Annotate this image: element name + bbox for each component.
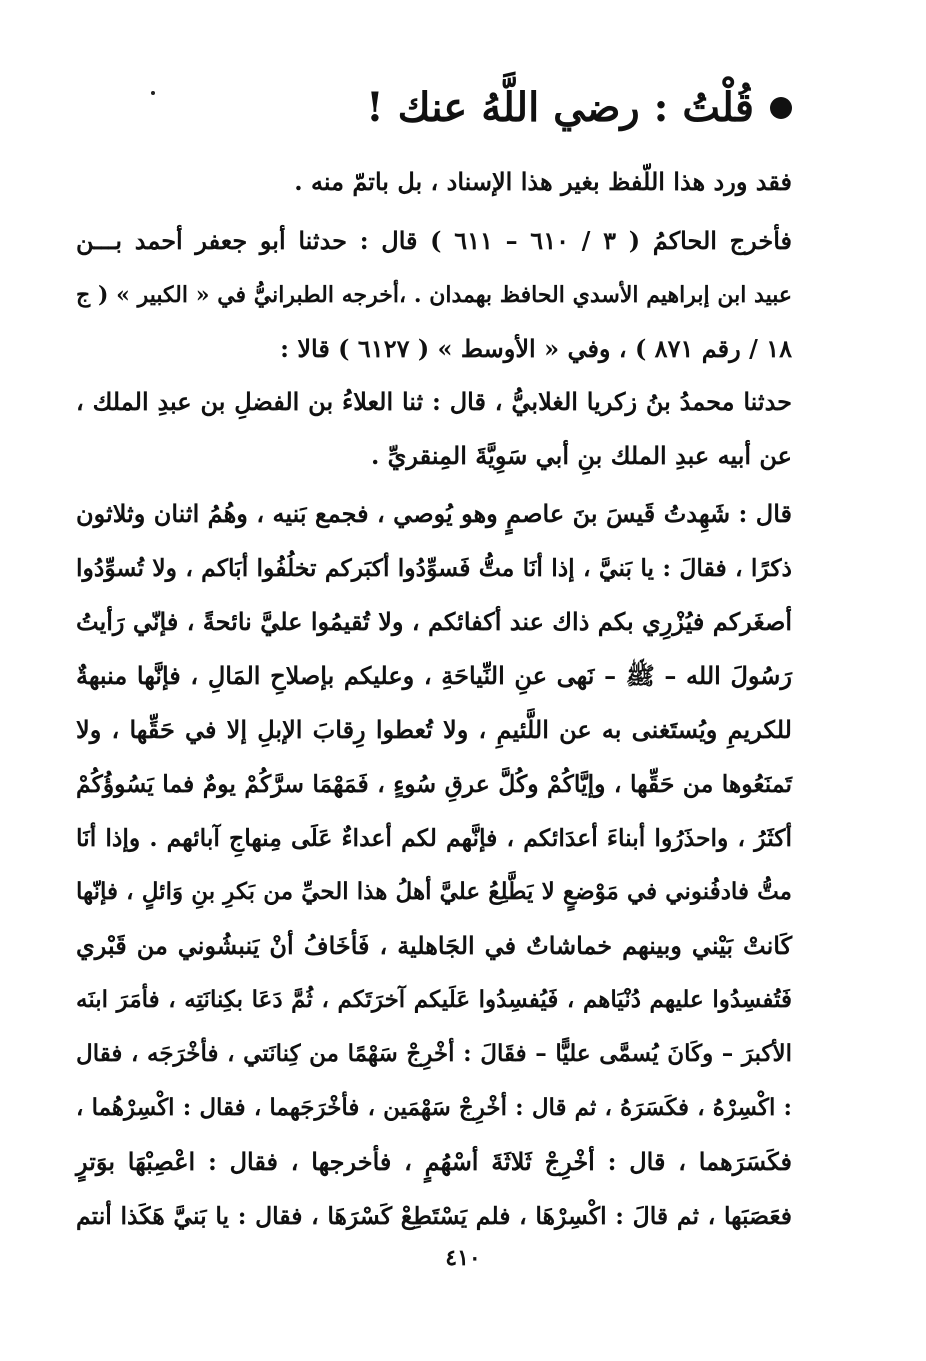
- text-line: فعَصَبَها ، ثم قالَ : اكْسِرْهَا ، فلم يَسْتَطِعْ كَسْرَهَا ، فقال : يا بَنيَّ هَكَذا أنتم: [76, 1202, 792, 1230]
- paragraph-narration: [76, 487, 792, 1243]
- section-heading: [366, 78, 792, 138]
- text-line: حدثنا محمدُ بنُ زكريا الغلابيُّ ، قال : ثنا العلاءُ بن الفضلِ بن عبدِ الملك ،: [76, 387, 793, 416]
- text-line: عن أبيه عبدِ الملك بنِ أبي سَوِيَّةَ المِنقريِّ .: [370, 441, 792, 470]
- heading-text: قُلْتُ : رضي اللَّهُ عنك !: [366, 84, 754, 131]
- text-line: فقد ورد هذا اللّفظ بغير هذا الإسناد ، بل باتمّ منه .: [294, 167, 792, 196]
- paragraph-intro: [76, 155, 792, 209]
- text-line: ذكرًا ، فقالَ : يا بَنيَّ ، إذا أنَا متُّ فَسوِّدُوا أكبَركم تخلُفُوا أبَاكم ، ولا تُسوِّدُوا: [76, 554, 792, 582]
- text-line: عبيد ابن إبراهيم الأسدي الحافظ بهمدان . ،أخرجه الطبرانيُّ في « الكبير » ( ج: [76, 282, 792, 308]
- text-line: فَتُفسِدُوا عليهم دُنْيَاهم ، فَيُفسِدُوا عَلَيكم آخرَتَكم ، ثُمَّ دَعَا بكِنانَتِه ، فأمَرَ ابنَه: [76, 986, 792, 1013]
- text-line: تَمنَعُوها من حَقِّها ، وإيَّاكُمْ وكُلَّ عرقِ سُوءٍ ، فَمَهْمَا سرَّكُمْ يومٌ فما يَسُوؤُكُمْ: [76, 770, 792, 798]
- bullet-icon: [770, 97, 792, 119]
- text-line: فأخرج الحاكمُ ( ٣ / ٦١٠ – ٦١١ ) قال : حدثنا أبو جعفر أحمد بـــن: [76, 226, 792, 255]
- ink-speck: [151, 91, 155, 95]
- text-line: قال : شَهِدتُ قَيسَ بنَ عاصمٍ وهو يُوصي ، فجمع بَنيه ، وهُمُ اثنان وثلاثون: [76, 499, 792, 528]
- text-line: أكثَرُ ، واحذَرُوا أبناءَ أعدَائكم ، فإنَّهم لكم أعداءٌ عَلَى مِنهاجِ آبائهم . وإذا أنَا: [76, 824, 792, 852]
- paragraph-citation: [76, 214, 792, 376]
- paragraph-isnad: [76, 375, 792, 483]
- text-line: رَسُولَ الله – ﷺ – نَهى عنِ النِّياحَةِ ، وعليكم بإصلاحِ المَالِ ، فإنَّها منبهةٌ: [76, 661, 792, 690]
- text-line: متُّ فادفُنوني في مَوْضعٍ لا يَطَّلِعُ عليَّ أهلُ هذا الحيِّ من بَكرِ بنِ وَائلٍ ، فإنّها: [76, 878, 792, 905]
- text-line: فكَسَرَهما ، قال : أخْرِجْ ثَلاثَةَ أسْهُمٍ ، فأخرجها ، فقال : اعْصِبْهَا بوَترٍ: [76, 1147, 792, 1176]
- text-line: : اكْسِرْهُ ، فكَسَرَهُ ، ثم قال : أخْرِجْ سَهْمَين ، فأخْرَجَهما ، فقال : اكْسِرْهُما ،: [76, 1094, 792, 1121]
- text-line: كَانتْ بَيْني وبينهم خماشاتٌ في الجَاهلية ، فَأخَافُ أنْ يَنبشُوني من قَبْري: [76, 931, 792, 960]
- text-line: أصغَركم فيُزْرِي بكم ذاك عند أكفائكم ، ولا تُقيمُوا عليَّ نائحةً ، فإنّي رَأيتُ: [76, 607, 792, 636]
- page-number: ٤١٠: [445, 1245, 481, 1271]
- text-line: ١٨ / رقم ٨٧١ ) ، وفي « الأوسط » ( ٦١٢٧ ) قالا :: [280, 334, 792, 363]
- text-line: الأكبرَ – وكَانَ يُسمَّى عليًّا – فقَالَ : أخْرِجْ سَهْمًا من كِنانَتي ، فأخْرَجَه ، فقال: [76, 1040, 792, 1067]
- text-line: للكريمِ ويُستَغنى به عن اللَّئيمِ ، ولا تُعطوا رِقابَ الإبلِ إلا في حَقِّها ، ولا: [76, 715, 792, 744]
